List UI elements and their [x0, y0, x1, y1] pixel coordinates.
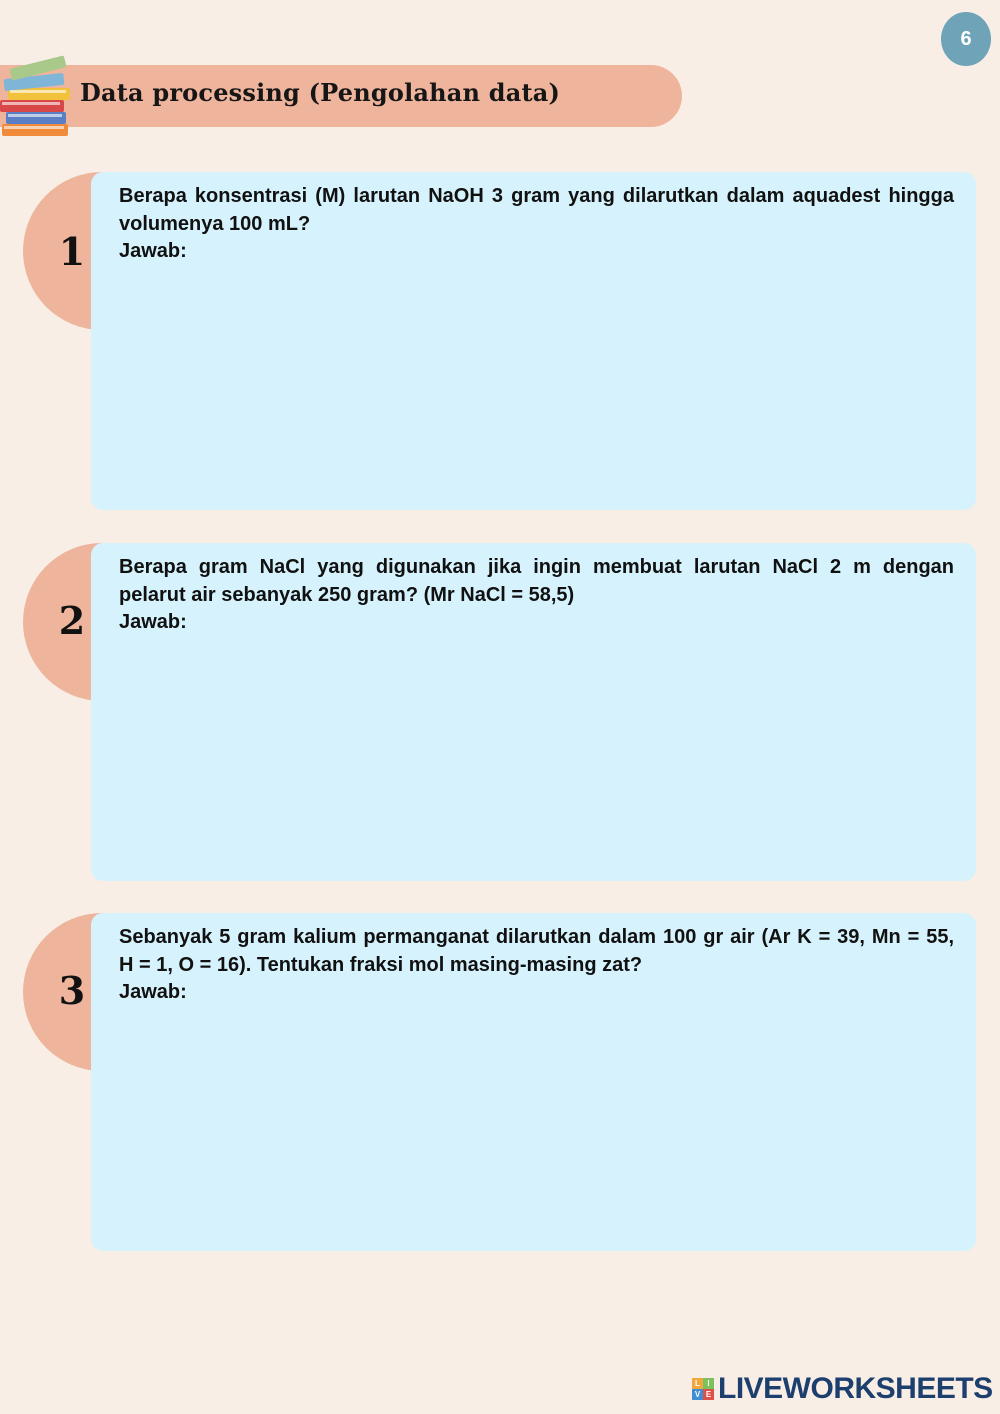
- question-text-line: H = 1, O = 16). Tentukan fraksi mol masing-masing zat?: [119, 953, 643, 976]
- question-text-line: Berapa konsentrasi (M) larutan NaOH 3 gram yang dilarutkan dalam aquadest hingga: [119, 185, 954, 207]
- question-text-line: Sebanyak 5 gram kalium permanganat dilarutkan dalam 100 gr air (Ar K = 39, Mn = 55,: [119, 926, 954, 948]
- question-text-line: volumenya 100 mL?: [119, 212, 311, 235]
- question-3: [0, 913, 1000, 1253]
- logo-letter: E: [703, 1389, 714, 1400]
- section-title: Data processing (Pengolahan data): [80, 78, 561, 107]
- logo-letter: L: [692, 1378, 703, 1389]
- logo-letter: V: [692, 1389, 703, 1400]
- brand-name: LIVEWORKSHEETS: [718, 1372, 993, 1405]
- question-text: [119, 183, 954, 238]
- question-text-line: Berapa gram NaCl yang digunakan jika ingin membuat larutan NaCl 2 m dengan: [119, 556, 954, 578]
- liveworksheets-logo-icon: [692, 1378, 714, 1400]
- question-text: [119, 924, 954, 979]
- answer-label: Jawab:: [119, 240, 187, 262]
- question-number: 3: [58, 968, 86, 1013]
- question-text: [119, 554, 954, 609]
- answer-label: Jawab:: [119, 981, 187, 1003]
- books-icon: [0, 52, 80, 140]
- question-number: 2: [58, 598, 86, 643]
- answer-label: Jawab:: [119, 611, 187, 633]
- question-2: [0, 543, 1000, 883]
- question-text-line: pelarut air sebanyak 250 gram? (Mr NaCl = 58,5): [119, 583, 575, 606]
- liveworksheets-brand[interactable]: [692, 1372, 993, 1406]
- question-1: [0, 172, 1000, 512]
- logo-letter: I: [703, 1378, 714, 1389]
- question-number: 1: [58, 229, 86, 274]
- page-number: 6: [941, 12, 991, 66]
